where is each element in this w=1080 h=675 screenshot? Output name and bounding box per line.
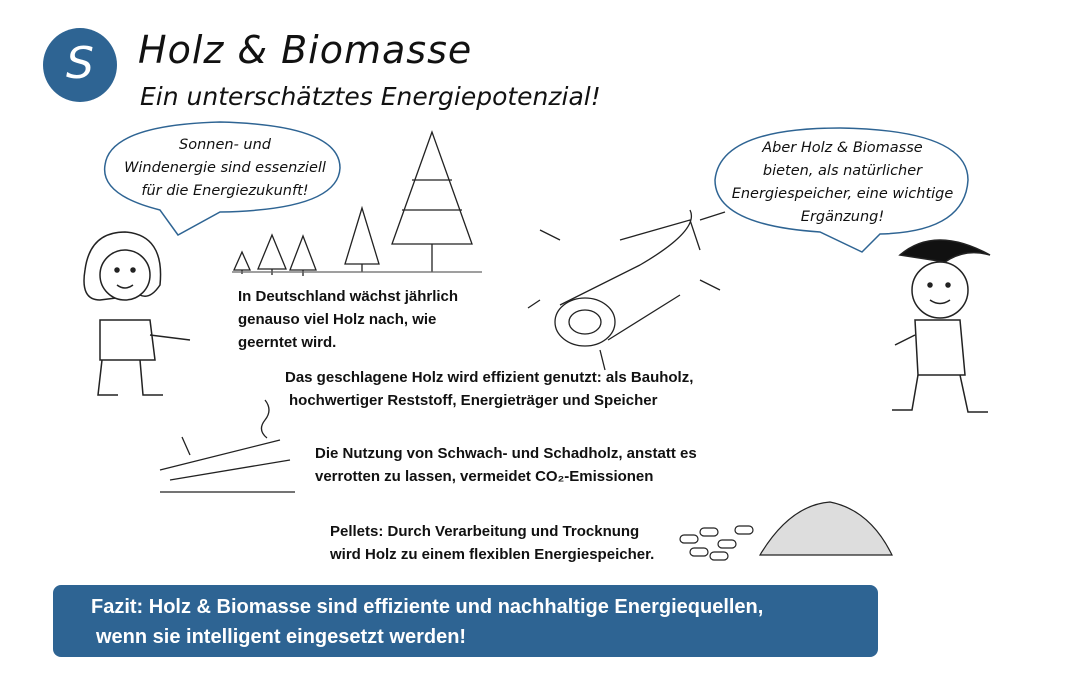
speech-line: Aber Holz & Biomasse [762,140,923,156]
conclusion-line: wenn sie intelligent eingesetzt werden! [96,626,467,648]
speech-line: für die Energiezukunft! [141,183,309,199]
fact-line: geerntet wird. [238,334,337,351]
conclusion-banner [53,585,878,657]
fact-line: wird Holz zu einem flexiblen Energiespeicher. [330,546,655,563]
girl-character-icon [84,232,190,395]
fact-line: Das geschlagene Holz wird effizient genutzt: als Bauholz, [285,369,694,386]
speech-line: bieten, als natürlicher [762,163,923,179]
fact-deadwood [315,442,697,488]
speech-line: Energiespeicher, eine wichtige [731,186,954,202]
fact-usage [285,366,693,412]
pellets-icon [680,502,892,560]
fact-line: Die Nutzung von Schwach- und Schadholz, anstatt es [315,445,697,462]
fact-pellets [330,520,654,566]
fact-regrowth [238,285,458,354]
fact-line: Pellets: Durch Verarbeitung und Trocknung [330,523,640,540]
section-badge: S [43,28,117,102]
boy-character-icon [892,240,990,412]
conclusion-line: Fazit: Holz & Biomasse sind effiziente und nachhaltige Energiequellen, [91,596,764,618]
girl-speech-text [110,134,340,203]
fact-line: verrotten zu lassen, vermeidet CO₂-Emissionen [315,468,654,485]
speech-line: Ergänzung! [800,209,885,225]
fact-line: hochwertiger Reststoff, Energieträger und Speicher [289,392,658,409]
speech-line: Windenergie sind essenziell [124,160,326,176]
page-subtitle: Ein unterschätztes Energiepotenzial! [140,82,601,111]
speech-line: Sonnen- und [179,137,271,153]
log-icon [528,210,725,370]
boy-speech-text [720,137,965,229]
page-title: Holz & Biomasse [138,28,473,72]
fact-line: In Deutschland wächst jährlich [238,288,459,305]
deadwood-icon [160,400,295,492]
fact-line: genauso viel Holz nach, wie [238,311,437,328]
